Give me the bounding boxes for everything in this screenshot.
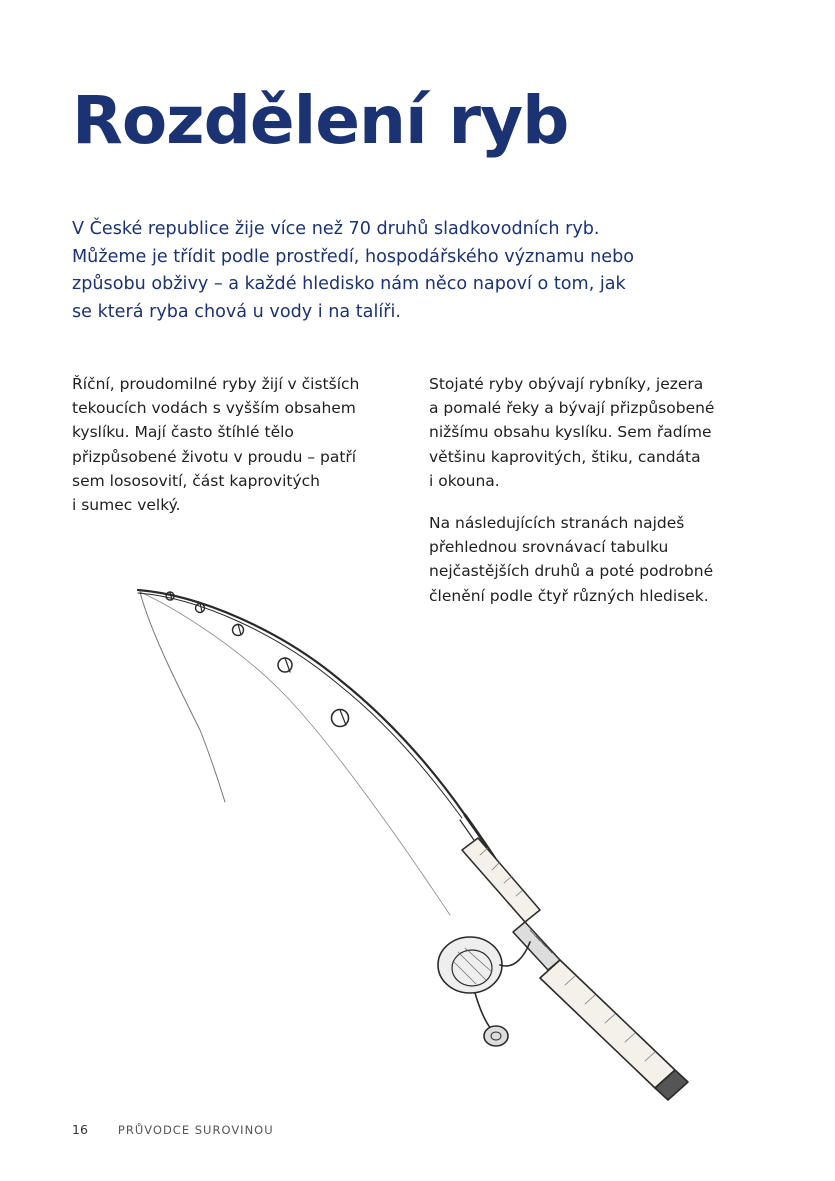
fishing-rod-illustration xyxy=(120,570,720,1110)
text-line: členění podle čtyř různých hledisek. xyxy=(429,586,709,605)
intro-line: V České republice žije více než 70 druhů sladkovodních ryb. xyxy=(72,219,600,239)
intro-line: způsobu obživy – a každé hledisko nám něco napoví o tom, jak xyxy=(72,274,626,294)
fishing-rod-icon xyxy=(120,570,720,1110)
text-line: Stojaté ryby obývají rybníky, jezera xyxy=(429,375,704,393)
text-line: nejčastějších druhů a poté podrobné xyxy=(429,562,714,581)
text-line: většinu kaprovitých, štiku, candáta xyxy=(429,447,701,466)
text-line: kyslíku. Mají často štíhlé tělo xyxy=(72,423,294,442)
river-fish-paragraph xyxy=(72,372,359,517)
page-title: Rozdělení ryb xyxy=(72,82,569,159)
still-water-fish-paragraph xyxy=(429,372,714,493)
footer-text: PRŮVODCE SUROVINOU xyxy=(117,1123,274,1137)
intro-line: se která ryba chová u vody i na talíři. xyxy=(72,301,401,322)
text-line: sem lososovití, část kaprovitých xyxy=(72,471,320,490)
intro-paragraph xyxy=(72,216,772,326)
page-footer xyxy=(72,1122,274,1137)
page-number: 16 xyxy=(72,1122,88,1137)
text-line: Říční, proudomilné ryby žijí v čistších xyxy=(72,375,360,393)
text-line: přizpůsobené životu v proudu – patří xyxy=(72,447,357,466)
intro-line: Můžeme je třídit podle prostředí, hospodářského významu nebo xyxy=(72,246,635,267)
text-line: přehlednou srovnávací tabulku xyxy=(429,538,669,557)
text-line: nižšímu obsahu kyslíku. Sem řadíme xyxy=(429,423,712,442)
text-line: Na následujících stranách najdeš xyxy=(429,514,685,532)
text-line: i sumec velký. xyxy=(72,496,181,515)
text-line: tekoucích vodách s vyšším obsahem xyxy=(72,399,356,418)
text-line: i okouna. xyxy=(429,471,500,490)
text-line: a pomalé řeky a bývají přizpůsobené xyxy=(429,399,715,418)
